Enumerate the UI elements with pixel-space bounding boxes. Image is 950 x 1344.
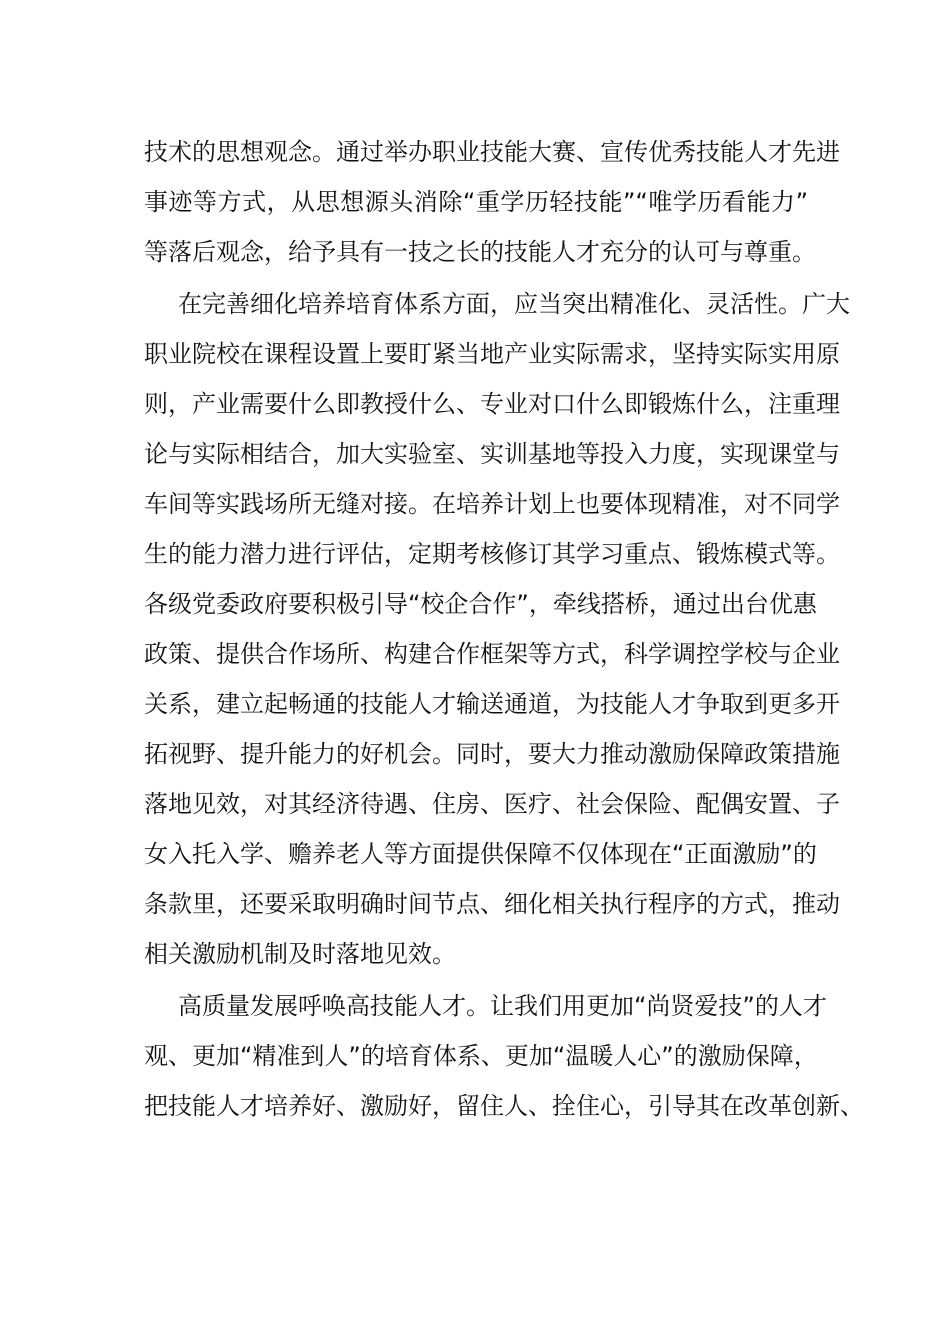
paragraph-2 bbox=[144, 279, 850, 979]
text-line: 则，产业需要什么即教授什么、专业对口什么即锻炼什么，注重理 bbox=[144, 390, 840, 418]
text-line: 把技能人才培养好、激励好，留住人、拴住心，引导其在改革创新、 bbox=[144, 1092, 864, 1120]
text-line: 职业院校在课程设置上要盯紧当地产业实际需求，坚持实际实用原 bbox=[144, 340, 840, 368]
paragraph-1 bbox=[144, 127, 840, 277]
text-line: 车间等实践场所无缝对接。在培养计划上也要体现精准，对不同学 bbox=[144, 490, 840, 518]
text-line: 政策、提供合作场所、构建合作框架等方式，科学调控学校与企业 bbox=[144, 640, 840, 668]
text-line: 事迹等方式，从思想源头消除“重学历轻技能”“唯学历看能力” bbox=[144, 188, 808, 216]
text-line: 相关激励机制及时落地见效。 bbox=[144, 940, 456, 968]
text-line: 观、更加“精准到人”的培育体系、更加“温暖人心”的激励保障， bbox=[144, 1042, 818, 1070]
text-line: 条款里，还要采取明确时间节点、细化相关执行程序的方式，推动 bbox=[144, 890, 840, 918]
text-line: 技术的思想观念。通过举办职业技能大赛、宣传优秀技能人才先进 bbox=[144, 138, 840, 166]
text-line: 高质量发展呼唤高技能人才。让我们用更加“尚贤爱技”的人才 bbox=[178, 992, 827, 1020]
paragraph-3 bbox=[144, 981, 864, 1131]
text-line: 在完善细化培养培育体系方面，应当突出精准化、灵活性。广大 bbox=[178, 290, 850, 318]
document-body bbox=[144, 127, 864, 1133]
text-line: 等落后观念，给予具有一技之长的技能人才充分的认可与尊重。 bbox=[144, 238, 816, 266]
text-line: 拓视野、提升能力的好机会。同时，要大力推动激励保障政策措施 bbox=[144, 740, 840, 768]
text-line: 生的能力潜力进行评估，定期考核修订其学习重点、锻炼模式等。 bbox=[144, 540, 840, 568]
text-line: 落地见效，对其经济待遇、住房、医疗、社会保险、配偶安置、子 bbox=[144, 790, 840, 818]
text-line: 各级党委政府要积极引导“校企合作”，牵线搭桥，通过出台优惠 bbox=[144, 590, 817, 618]
text-line: 关系，建立起畅通的技能人才输送通道，为技能人才争取到更多开 bbox=[144, 690, 840, 718]
text-line: 论与实际相结合，加大实验室、实训基地等投入力度，实现课堂与 bbox=[144, 440, 840, 468]
text-line: 女入托入学、赡养老人等方面提供保障不仅体现在“正面激励”的 bbox=[144, 840, 817, 868]
